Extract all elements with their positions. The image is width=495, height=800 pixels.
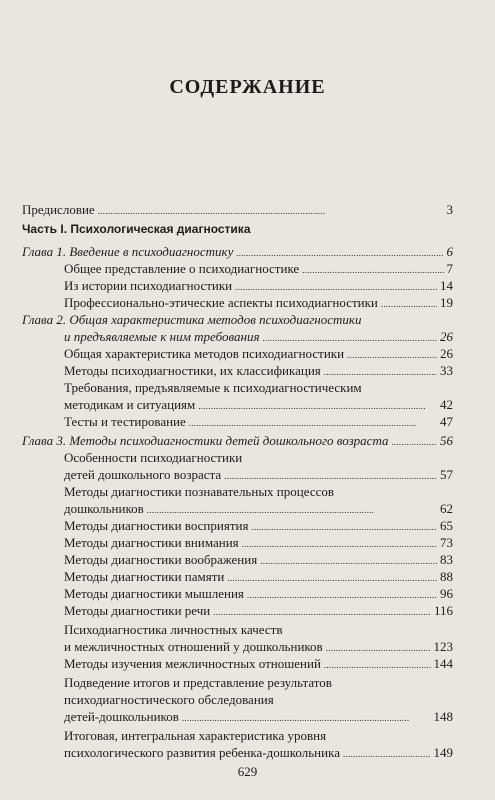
toc-entry <box>64 363 453 380</box>
leader-dots <box>392 433 438 450</box>
toc-entry-page: 26 <box>440 329 453 344</box>
toc-entry <box>64 278 453 295</box>
toc-entry-text: Глава 1. Введение в психодиагностику <box>22 244 234 259</box>
toc-entry-page: 14 <box>440 278 453 293</box>
leader-dots <box>98 202 444 219</box>
toc-entry-page: 47 <box>440 414 453 429</box>
toc-entry-text: Методы диагностики речи <box>64 603 211 618</box>
toc-entry-page: 26 <box>440 346 453 361</box>
leader-dots <box>302 261 443 278</box>
toc-entry-text: Методы изучения межличностных отношений <box>64 656 321 671</box>
toc-entry <box>64 535 453 552</box>
toc-entry <box>64 586 453 603</box>
leader-dots <box>381 295 437 312</box>
toc-entry-page: 7 <box>446 261 453 276</box>
toc-entry <box>64 552 453 569</box>
toc-entry-page: 56 <box>440 433 453 448</box>
toc-entry-text: Общее представление о психодиагностике <box>64 261 300 276</box>
leader-dots <box>235 278 437 295</box>
toc-entry-text: детей дошкольного возраста <box>64 467 222 482</box>
leader-dots <box>242 535 437 552</box>
toc-entry-page: 62 <box>440 501 453 516</box>
toc-chapter-2: Глава 2. Общая характеристика методов психодиагностики <box>22 312 362 327</box>
toc-entry <box>64 639 453 656</box>
toc-entry-text: Глава 3. Методы психодиагностики детей дошкольного возраста <box>22 433 389 448</box>
toc-entry-text: Методы диагностики воображения <box>64 552 258 567</box>
toc-entry <box>64 569 453 586</box>
leader-dots <box>182 709 431 726</box>
leader-dots <box>224 467 437 484</box>
toc-entry <box>64 656 453 673</box>
leader-dots <box>326 639 431 656</box>
toc-entry-text: психологического развития ребенка-дошкольника <box>64 745 340 760</box>
leader-dots <box>198 397 437 414</box>
toc-entry <box>64 414 453 431</box>
leader-dots <box>263 329 437 346</box>
toc-entry <box>64 745 453 762</box>
toc-entry-line: Психодиагностика личностных качеств <box>64 622 283 637</box>
leader-dots <box>213 603 431 620</box>
leader-dots <box>324 656 431 673</box>
toc-entry-page: 73 <box>440 535 453 550</box>
toc-entry-line: Методы диагностики познавательных процессов <box>64 484 334 499</box>
toc-chapter-3 <box>22 433 453 450</box>
toc-entry-page: 148 <box>433 709 453 724</box>
toc-entry-page: 19 <box>440 295 453 310</box>
leader-dots <box>347 346 437 363</box>
page-title: СОДЕРЖАНИЕ <box>169 76 326 98</box>
toc-entry-text: и предъявляемые к ним требования <box>64 329 260 344</box>
toc-entry-page: 144 <box>433 656 453 671</box>
leader-dots <box>324 363 437 380</box>
toc-entry <box>64 346 453 363</box>
leader-dots <box>260 552 437 569</box>
toc-entry-text: и межличностных отношений у дошкольников <box>64 639 323 654</box>
toc-entry-line: Особенности психодиагностики <box>64 450 243 465</box>
toc-entry-page: 42 <box>440 397 453 412</box>
toc-entry-page: 65 <box>440 518 453 533</box>
toc-entry-text: Методы диагностики восприятия <box>64 518 249 533</box>
toc-entry-page: 116 <box>433 603 453 618</box>
toc-entry-page: 96 <box>440 586 453 601</box>
toc-entry-page: 88 <box>440 569 453 584</box>
leader-dots <box>251 518 437 535</box>
toc-chapter-1 <box>22 244 453 261</box>
toc-entry <box>64 501 453 518</box>
toc-entry-text: Из истории психодиагностики <box>64 278 233 293</box>
toc-entry-page: 123 <box>433 639 453 654</box>
toc-entry-page: 6 <box>446 244 453 259</box>
toc-entry-line: Подведение итогов и представление результатов <box>64 675 332 690</box>
toc-part-heading: Часть I. Психологическая диагностика <box>22 222 251 236</box>
leader-dots <box>236 244 443 261</box>
toc-entry-preface <box>22 202 453 219</box>
toc-entry <box>64 397 453 414</box>
toc-chapter-2-cont <box>64 329 453 346</box>
toc-entry-page: 33 <box>440 363 453 378</box>
toc-entry-text: Методы диагностики внимания <box>64 535 239 550</box>
toc-entry <box>64 518 453 535</box>
toc-entry-text: Методы психодиагностики, их классификация <box>64 363 321 378</box>
toc-entry <box>64 261 453 278</box>
toc-entry-text: детей-дошкольников <box>64 709 179 724</box>
leader-dots <box>247 586 437 603</box>
toc-entry-text: Профессионально-этические аспекты психодиагностики <box>64 295 378 310</box>
leader-dots <box>343 745 431 762</box>
leader-dots <box>147 501 437 518</box>
toc-entry-text: Методы диагностики мышления <box>64 586 244 601</box>
toc-entry-page: 149 <box>433 745 453 760</box>
toc-entry-line: Итоговая, интегральная характеристика уровня <box>64 728 327 743</box>
leader-dots <box>189 414 437 431</box>
toc-entry-text: дошкольников <box>64 501 144 516</box>
toc-entry-page: 3 <box>446 202 453 217</box>
toc-entry-page: 57 <box>440 467 453 482</box>
leader-dots <box>227 569 437 586</box>
toc-entry <box>64 709 453 726</box>
toc-entry <box>64 603 453 620</box>
page-number: 629 <box>237 764 258 779</box>
toc-entry <box>64 467 453 484</box>
toc-entry-text: Тесты и тестирование <box>64 414 186 429</box>
toc-entry-line: Требования, предъявляемые к психодиагностическим <box>64 380 362 395</box>
toc-entry-text: Общая характеристика методов психодиагностики <box>64 346 345 361</box>
toc-entry-text: Предисловие <box>22 202 95 217</box>
toc-entry-line: психодиагностического обследования <box>64 692 274 707</box>
toc-entry-page: 83 <box>440 552 453 567</box>
toc-entry-text: Методы диагностики памяти <box>64 569 225 584</box>
toc-entry-text: методикам и ситуациям <box>64 397 196 412</box>
toc-entry <box>64 295 453 312</box>
